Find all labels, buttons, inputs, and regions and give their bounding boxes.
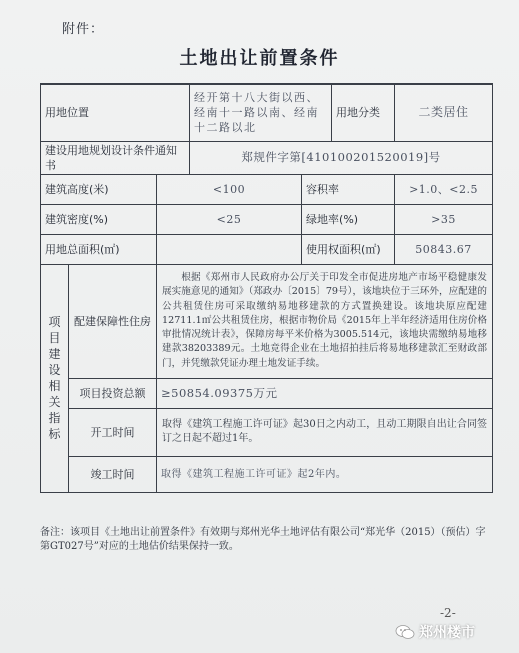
housing-label: 配建保障性住房 [69, 264, 157, 378]
green-label: 绿地率(%) [302, 204, 395, 234]
conditions-table [40, 83, 493, 493]
row-location [41, 84, 493, 141]
density-label: 建筑密度(%) [41, 204, 157, 234]
row-area [41, 234, 493, 264]
row-investment [41, 378, 493, 408]
right-area-value: 50843.67 [395, 234, 493, 264]
location-value: 经开第十八大街以西、经南十一路以南、经南十二路以北 [190, 84, 332, 141]
density-value: <25 [157, 204, 302, 234]
green-value: >35 [395, 204, 493, 234]
housing-cell [157, 264, 493, 378]
total-area-label: 用地总面积(㎡) [41, 234, 157, 264]
start-label: 开工时间 [69, 408, 157, 456]
location-label: 用地位置 [41, 84, 190, 141]
start-cell [157, 408, 493, 456]
indicators-group-cell [41, 264, 69, 492]
height-label: 建筑高度(米) [41, 174, 157, 204]
row-height [41, 174, 493, 204]
row-finish [41, 456, 493, 492]
notice-value: 郑规件字第[410100201520019]号 [190, 141, 493, 174]
footnote: 备注：该项目《土地出让前置条件》有效期与郑州光华土地评估有限公司“郑光华（2015）（预估）字第GT027号”对应的土地估价结果保持一致。 [40, 527, 486, 552]
start-text: 取得《建筑工程施工许可证》起30日之内动工，且动工期限自出让合同签订之日起不超过1年。 [162, 418, 488, 444]
finish-label: 竣工时间 [69, 456, 157, 492]
far-label: 容积率 [302, 174, 395, 204]
far-value: >1.0、<2.5 [395, 174, 493, 204]
height-value: <100 [157, 174, 302, 204]
wechat-icon [395, 624, 415, 640]
page-number: -2- [440, 606, 456, 620]
row-density [41, 204, 493, 234]
row-notice [41, 141, 493, 174]
indicators-group-label: 项目建设相关指标 [48, 315, 61, 441]
investment-value: ≥50854.09375万元 [157, 378, 493, 408]
watermark [395, 622, 475, 642]
row-housing [41, 264, 493, 378]
finish-text: 取得《建筑工程施工许可证》起2年内。 [157, 456, 493, 492]
attachment-label: 附件： [62, 22, 105, 37]
watermark-text: 郑州楼市 [419, 625, 475, 641]
category-value: 二类居住 [395, 84, 493, 141]
category-label: 用地分类 [332, 84, 395, 141]
investment-label: 项目投资总额 [69, 378, 157, 408]
right-area-label: 使用权面积(㎡) [302, 234, 395, 264]
row-start [41, 408, 493, 456]
document-title: 土地出让前置条件 [179, 48, 340, 69]
total-area-value [157, 234, 302, 264]
housing-text: 根据《郑州市人民政府办公厅关于印发全市促进房地产市场平稳健康发展实施意见的通知》（郑政办〔2015〕79号），该地块位于三环外，应配建的公共租赁住房可采取缴纳易地移建款的方式置换建设。该地块原应配建12711.1㎡公共租赁住房，根据市物价局《2015年上半年经济适用住房价格审批情况统计表》，保障房每平米价格为3005.514元，该地块需缴纳易地移建款38203389元。土地竞得企业在土地招拍挂后将易地移建款汇至财政部门，并凭缴款凭证办理土地发证手续。 [162, 272, 488, 369]
notice-label: 建设用地规划设计条件通知书 [41, 141, 190, 174]
